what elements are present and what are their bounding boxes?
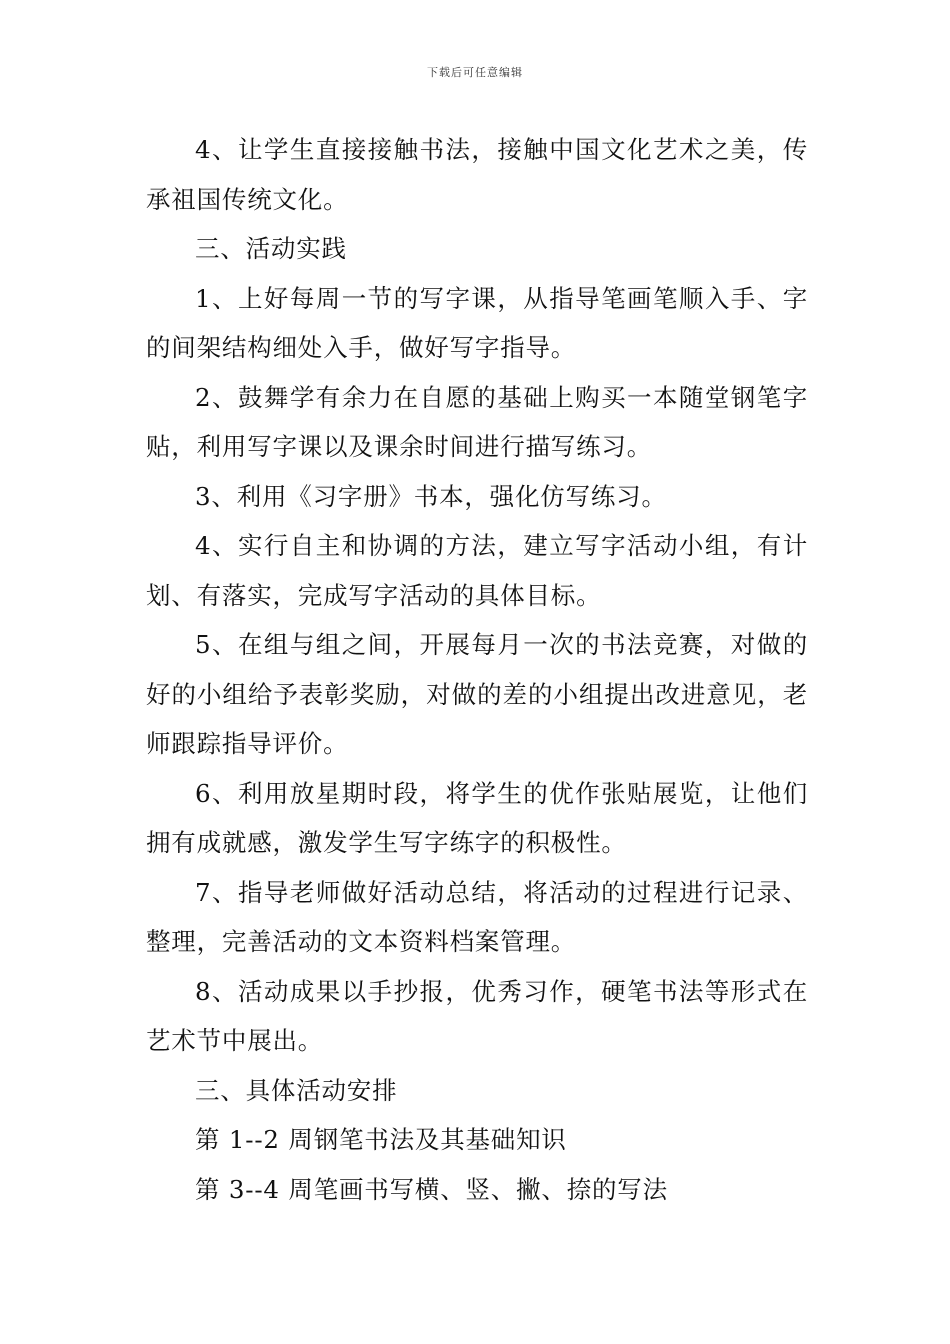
- paragraph: 8、活动成果以手抄报，优秀习作，硬笔书法等形式在艺术节中展出。: [146, 976, 808, 1055]
- paragraph: 1、上好每周一节的写字课，从指导笔画笔顺入手、字的间架结构细处入手，做好写字指导。: [146, 283, 808, 362]
- paragraph: 6、利用放星期时段，将学生的优作张贴展览，让他们拥有成就感，激发学生写字练字的积极性。: [146, 778, 808, 857]
- schedule-item: 第 1--2 周钢笔书法及其基础知识: [195, 1125, 567, 1154]
- paragraph: 4、实行自主和协调的方法，建立写字活动小组，有计划、有落实，完成写字活动的具体目标。: [146, 531, 808, 610]
- paragraph: 3、利用《习字册》书本，强化仿写练习。: [195, 481, 667, 511]
- document-body: [146, 125, 808, 1214]
- section-heading: 三、活动实践: [195, 234, 347, 263]
- schedule-item: 第 3--4 周笔画书写横、竖、撇、捺的写法: [195, 1174, 668, 1204]
- paragraph: 7、指导老师做好活动总结，将活动的过程进行记录、整理，完善活动的文本资料档案管理。: [146, 877, 808, 956]
- page-header: 下载后可任意编辑: [427, 66, 523, 79]
- paragraph: 4、让学生直接接触书法，接触中国文化艺术之美，传承祖国传统文化。: [146, 135, 808, 214]
- paragraph: 2、鼓舞学有余力在自愿的基础上购买一本随堂钢笔字贴，利用写字课以及课余时间进行描写练习。: [146, 382, 808, 461]
- paragraph: 5、在组与组之间，开展每月一次的书法竞赛，对做的好的小组给予表彰奖励，对做的差的小组提出改进意见，老师跟踪指导评价。: [146, 630, 808, 758]
- section-heading: 三、具体活动安排: [195, 1075, 398, 1105]
